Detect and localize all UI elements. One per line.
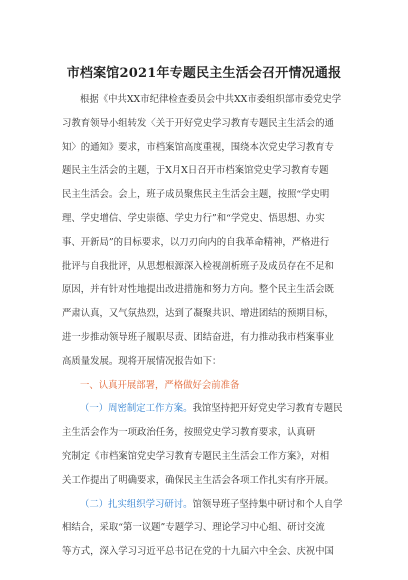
paragraph-line: 根据《中共XX市纪律检查委员会中共XX市委组织部市委党史学	[80, 94, 342, 105]
paragraph-line: 相结合，采取“第一议题”专题学习、理论学习中心组、研讨交流	[62, 522, 325, 534]
paragraph-line	[62, 397, 362, 421]
paragraph-line: 民主生活会。会上，班子成员聚焦民主生活会主题，按照“学史明	[62, 189, 330, 201]
paragraph-line: 批评与自我批评，从思想根源深入检视剖析班子及成员存在不足和	[62, 260, 334, 272]
paragraph-line: 等方式，深入学习习近平总书记在党的十九届六中全会、庆祝中国	[62, 546, 334, 558]
paragraph-line: 理、学史增信、学史崇德、学史力行”和“学党史、悟思想、办实	[62, 212, 325, 224]
paragraph-line: 知〉的通知》要求，市档案馆高度重视，围绕本次党史学习教育专	[62, 141, 334, 153]
paragraph-line: 高质量发展。现将开展情况报告如下：	[62, 355, 222, 367]
paragraph-line: 原因，并有针对性地提出改进措施和努力方向。整个民主生活会既	[62, 284, 334, 296]
paragraph-line: 严肃认真，又气氛热烈，达到了凝聚共识、增进团结的预期目标，	[62, 308, 334, 320]
paragraph-line	[62, 493, 362, 517]
subsection-heading: （一）周密制定工作方案。	[80, 403, 193, 415]
document-title: 市档案馆2021年专题民主生活会召开情况通报	[66, 66, 342, 81]
paragraph-line: 进一步推动领导班子履职尽责、团结奋进，有力推动我市档案事业	[62, 331, 334, 343]
paragraph-line: 题民主生活会的主题，于X月X日召开市档案馆党史学习教育专题	[62, 165, 329, 177]
document-body	[62, 88, 362, 564]
paragraph-line: 究制定《市档案馆党史学习教育专题民主生活会工作方案》，对相	[62, 450, 330, 462]
section-heading: 一、认真开展部署，严格做好会前准备	[80, 379, 240, 391]
paragraph-line: 主生活会作为一项政治任务，按照党史学习教育要求，认真研	[62, 427, 316, 439]
paragraph-line: 关工作提出了明确要求，确保民主生活会各项工作扎实有序开展。	[62, 474, 334, 486]
subsection-heading: （二）扎实组织学习研讨。	[80, 498, 193, 510]
paragraph-text: 馆领导班子坚持集中研讨和个人自学	[192, 498, 343, 510]
paragraph-text: 我馆坚持把开好党史学习教育专题民	[192, 403, 343, 415]
paragraph-line: 事、开新局”的目标要求，以刀刃向内的自我革命精神，严格进行	[62, 236, 330, 248]
paragraph-line: 习教育领导小组转发〈关于开好党史学习教育专题民主生活会的通	[62, 117, 334, 129]
